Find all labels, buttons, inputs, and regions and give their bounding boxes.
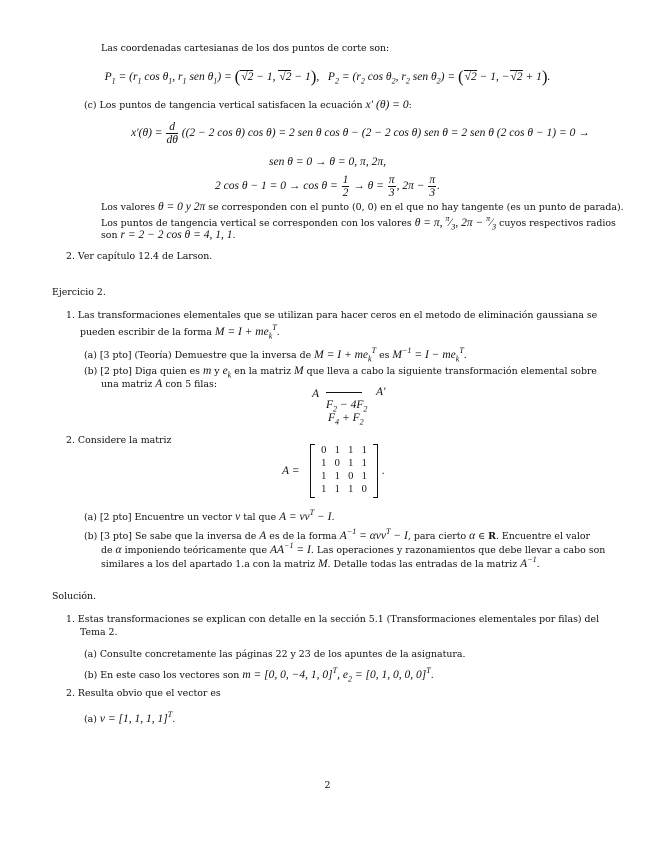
matrix-period: . bbox=[382, 465, 385, 477]
page-number: 2 bbox=[324, 780, 331, 791]
transform-arrow bbox=[326, 385, 362, 393]
transform-op-2: $F_4 + F_2$ bbox=[328, 412, 364, 427]
valores-line-3: son r = 2 − 2 cos θ = 4, 1, 1. bbox=[101, 229, 236, 241]
cos-equation: 2 cos θ − 1 = 0 → cos θ = $\frac{1}{2}$ → θ = $\frac{\pi}{3}$ , 2π − $\frac{\pi}{3}$ . bbox=[215, 174, 440, 200]
e2-b-line-1: (b) [3 pto] Se sabe que la inversa de A es de la forma $A^{-1} = \alpha vv^T - I$, para cierto α ∈ R. Encuentre el valor bbox=[84, 527, 590, 542]
matrix-A bbox=[310, 444, 378, 498]
transform-A-prime: A′ bbox=[376, 386, 386, 398]
s1-b: (b) En este caso los vectores son m = [0, 0, −4, 1, 0]$^T$, $e_2 = [0$, 1, 0, 0, 0]$^T$. bbox=[84, 666, 434, 684]
e1-a: (a) [3 pto] (Teoría) Demuestre que la inversa de $M = I + me_k^T$ es $M^{-1} = I - me_k^T$. bbox=[84, 346, 467, 364]
e2-b-line-2: de α imponiendo teóricamente que $AA^{-1} = I$. Las operaciones y razonamientos que debe llevar a cabo son bbox=[101, 541, 606, 556]
solucion-heading: Solución. bbox=[52, 591, 97, 602]
points-equation: $P_1 = (r_1$ $\cos \theta_1$, $r_1$ sen $\theta_1) = (√2 - 1$, √2 − 1), $P_2 = (r_2$ $\cos \theta_2$, $r_2$ sen $\theta_2) = (√2 - 1$, −√2 + 1). bbox=[104, 67, 551, 86]
e1-b-line-1: (b) [2 pto] Diga quien es m y $e_k$ en la matriz M que lleva a cabo la siguiente transformación elemental sobre bbox=[84, 365, 597, 380]
matrix-row: 1 1 1 0 bbox=[321, 484, 367, 495]
s1-line-2: Tema 2. bbox=[80, 627, 118, 638]
transform-op-1: $F_2 - 4F_2$ bbox=[326, 399, 368, 414]
matrix-row: 1 1 0 1 bbox=[321, 471, 367, 482]
e2-line: 2. Considere la matriz bbox=[66, 435, 172, 446]
intro-text: Las coordenadas cartesianas de los dos puntos de corte son: bbox=[101, 43, 390, 54]
e1-b-line-2: una matriz A con 5 filas: bbox=[101, 378, 217, 390]
e2-a: (a) [2 pto] Encuentre un vector v tal que $A = vv^T - I$. bbox=[84, 508, 335, 523]
transform-A: A bbox=[312, 388, 320, 400]
derivative-equation: x′(θ) = $\frac{d}{d\theta}$ ((2 − 2 cos θ) cos θ) = 2 sen θ cos θ − (2 − 2 cos θ) sen θ = 2 sen θ (2 cos θ − 1) = 0 → bbox=[131, 121, 590, 147]
s1-line-1: 1. Estas transformaciones se explican con detalle en la sección 5.1 (Transformaciones elementales por filas) del bbox=[66, 614, 600, 625]
matrix-row: 1 0 1 1 bbox=[321, 458, 367, 469]
sin-equation: sen θ = 0 → θ = 0, π, 2π, bbox=[269, 156, 386, 168]
e1-line-1: 1. Las transformaciones elementales que se utilizan para hacer ceros en el metodo de eliminación gaussiana se bbox=[66, 310, 598, 321]
s2-a: (a) v = [1, 1, 1, 1]$^T$. bbox=[84, 710, 176, 725]
matrix-label: A = bbox=[282, 465, 300, 477]
ejercicio-heading: Ejercicio 2. bbox=[52, 287, 106, 298]
matrix-row: 0 1 1 1 bbox=[321, 445, 367, 456]
e2-b-line-3: similares a los del apartado 1.a con la matriz M. Detalle todas las entradas de la matriz $A^{-1}$. bbox=[101, 555, 540, 570]
valores-line-2: Los puntos de tangencia vertical se corresponden con los valores θ = π, $^\pi⁄_3$, $2\pi - ^\pi⁄_3$ cuyos respectivos radios bbox=[101, 214, 616, 232]
valores-line-1: Los valores θ = 0 y 2π se corresponden con el punto (0, 0) en el que no hay tangente (es un punto de parada). bbox=[101, 201, 624, 213]
item-2: 2. Ver capítulo 12.4 de Larson. bbox=[66, 251, 213, 262]
s1-a: (a) Consulte concretamente las páginas 22 y 23 de los apuntes de la asignatura. bbox=[84, 649, 466, 660]
s2-line: 2. Resulta obvio que el vector es bbox=[66, 688, 221, 699]
item-c: (c) Los puntos de tangencia vertical satisfacen la ecuación x′ (θ) = 0: bbox=[84, 99, 412, 111]
e1-line-2: pueden escribir de la forma $M = I + me_k^T$. bbox=[80, 323, 280, 341]
